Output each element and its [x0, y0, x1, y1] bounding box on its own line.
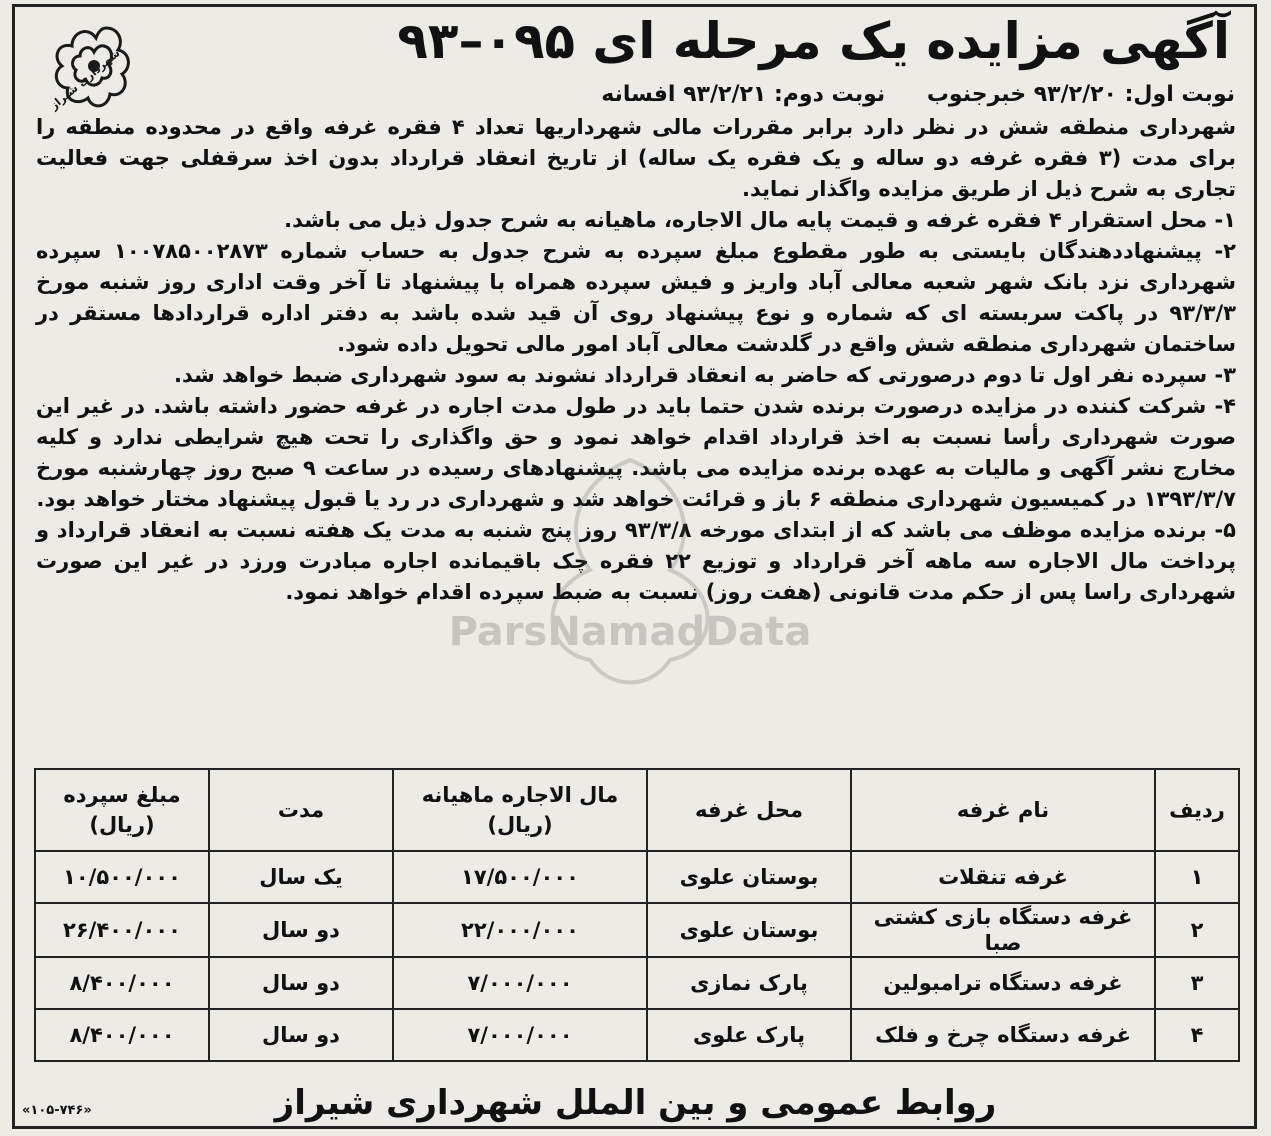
cell-location: پارک نمازی: [647, 957, 851, 1009]
cell-rent: ۷/۰۰۰/۰۰۰: [393, 1009, 647, 1061]
signature-line: روابط عمومی و بین الملل شهرداری شیراز: [274, 1083, 997, 1123]
cell-row: ۴: [1155, 1009, 1239, 1061]
table-row: [35, 957, 1239, 1009]
cell-name: غرفه تنقلات: [851, 851, 1155, 903]
col-rent: مال الاجاره ماهیانه (ریال): [393, 769, 647, 851]
col-row: ردیف: [1155, 769, 1239, 851]
cell-rent: ۱۷/۵۰۰/۰۰۰: [393, 851, 647, 903]
condition-5: ۵- برنده مزایده موظف می باشد که از ابتدای مورخه ۹۳/۳/۸ روز پنج شنبه به مدت یک هفته نسبت به انعقاد قرارداد و پرداخت مال الاجاره سه ماهه آخر قرارداد و توزیع ۲۲ فقره چک باقیمانده اجاره مبادرت ورزد در غیر این صورت شهرداری راسا پس از حکم مدت قانونی (هفت روز) نسبت به ضبط سپرده اقدام خواهد نمود.: [36, 518, 1236, 604]
cell-deposit: ۸/۴۰۰/۰۰۰: [35, 1009, 209, 1061]
condition-4: ۴- شرکت کننده در مزایده درصورت برنده شدن حتما باید در طول مدت اجاره در غرفه حضور داشته باشد. در غیر این صورت شهرداری رأسا نسبت به اخذ قرارداد اقدام خواهد نمود و حق واگذاری را تحت هیچ شرایطی ندارد و کلیه مخارج نشر آگهی و مالیات به عهده برنده مزایده می باشد. پیشنهادهای رسیده در ساعت ۹ صبح روز چهارشنبه مورخ ۱۳۹۳/۳/۷ در کمیسیون شهرداری منطقه ۶ باز و قرائت خواهد شد و شهرداری در رد یا قبول پیشنهاد مختار خواهد بود.: [36, 394, 1236, 511]
table-row: [35, 903, 1239, 957]
second-notice: نوبت دوم: ۹۳/۲/۲۱ افسانه: [601, 82, 886, 107]
condition-1: ۱- محل استقرار ۴ فقره غرفه و قیمت پایه مال الاجاره، ماهیانه به شرح جدول ذیل می باشد.: [284, 208, 1236, 232]
condition-2: ۲- پیشنهاددهندگان بایستی به طور مقطوع مبلغ سپرده به شرح جدول به حساب شماره ۱۰۰۷۸۵۰۰۲۸۷۳ سپرده شهرداری نزد بانک شهر شعبه معالی آباد واریز و فیش سپرده همراه با پیشنهاد تا آخر وقت اداری روز شنبه مورخ ۹۳/۳/۳ در پاکت سربسته ای که شماره و نوع پیشنهاد روی آن قید شده باشد به دفتر اداره قراردادها مستقر در ساختمان شهرداری منطقه شش واقع در گلدشت معالی آباد امور مالی تحویل داده شود.: [36, 239, 1236, 356]
ad-code: «۱۰۵-۷۴۶»: [22, 1103, 92, 1118]
ad-title: آگهی مزایده یک مرحله ای ۰۹۵–۹۳: [397, 12, 1230, 70]
logo-caption: شهرداری شیراز: [47, 46, 123, 113]
cell-name: غرفه دستگاه ترامبولین: [851, 957, 1155, 1009]
cell-row: ۲: [1155, 903, 1239, 957]
watermark-text: ParsNamadData: [448, 609, 812, 655]
ad-body: [36, 112, 1236, 608]
cell-rent: ۲۲/۰۰۰/۰۰۰: [393, 903, 647, 957]
cell-name: غرفه دستگاه چرخ و فلک: [851, 1009, 1155, 1061]
cell-name: غرفه دستگاه بازی کشتی صبا: [851, 903, 1155, 957]
shiraz-municipality-logo: [18, 14, 138, 114]
table-row: [35, 1009, 1239, 1061]
cell-period: دو سال: [209, 1009, 393, 1061]
cell-rent: ۷/۰۰۰/۰۰۰: [393, 957, 647, 1009]
col-deposit: مبلغ سپرده (ریال): [35, 769, 209, 851]
cell-period: یک سال: [209, 851, 393, 903]
publication-dates: [567, 78, 1235, 112]
cell-row: ۳: [1155, 957, 1239, 1009]
first-notice: نوبت اول: ۹۳/۲/۲۰ خبرجنوب: [926, 82, 1235, 107]
cell-location: بوستان علوی: [647, 851, 851, 903]
condition-3: ۳- سپرده نفر اول تا دوم درصورتی که حاضر به انعقاد قرارداد نشوند به سود شهرداری ضبط خواهد شد.: [173, 363, 1236, 387]
cell-location: بوستان علوی: [647, 903, 851, 957]
cell-location: پارک علوی: [647, 1009, 851, 1061]
booths-table: [34, 768, 1240, 1062]
cell-deposit: ۸/۴۰۰/۰۰۰: [35, 957, 209, 1009]
cell-deposit: ۲۶/۴۰۰/۰۰۰: [35, 903, 209, 957]
col-period: مدت: [209, 769, 393, 851]
intro-paragraph: شهرداری منطقه شش در نظر دارد برابر مقررات مالی شهرداریها تعداد ۴ فقره غرفه واقع در محدوده منطقه را برای مدت (۳ فقره غرفه دو ساله و یک فقره یک ساله) از تاریخ انعقاد قرارداد بدون اخذ سرقفلی جهت فعالیت تجاری به شرح ذیل از طریق مزایده واگذار نماید.: [36, 115, 1236, 201]
table-row: [35, 851, 1239, 903]
table-header-row: [35, 769, 1239, 851]
cell-period: دو سال: [209, 903, 393, 957]
cell-deposit: ۱۰/۵۰۰/۰۰۰: [35, 851, 209, 903]
col-location: محل غرفه: [647, 769, 851, 851]
col-name: نام غرفه: [851, 769, 1155, 851]
cell-period: دو سال: [209, 957, 393, 1009]
cell-row: ۱: [1155, 851, 1239, 903]
